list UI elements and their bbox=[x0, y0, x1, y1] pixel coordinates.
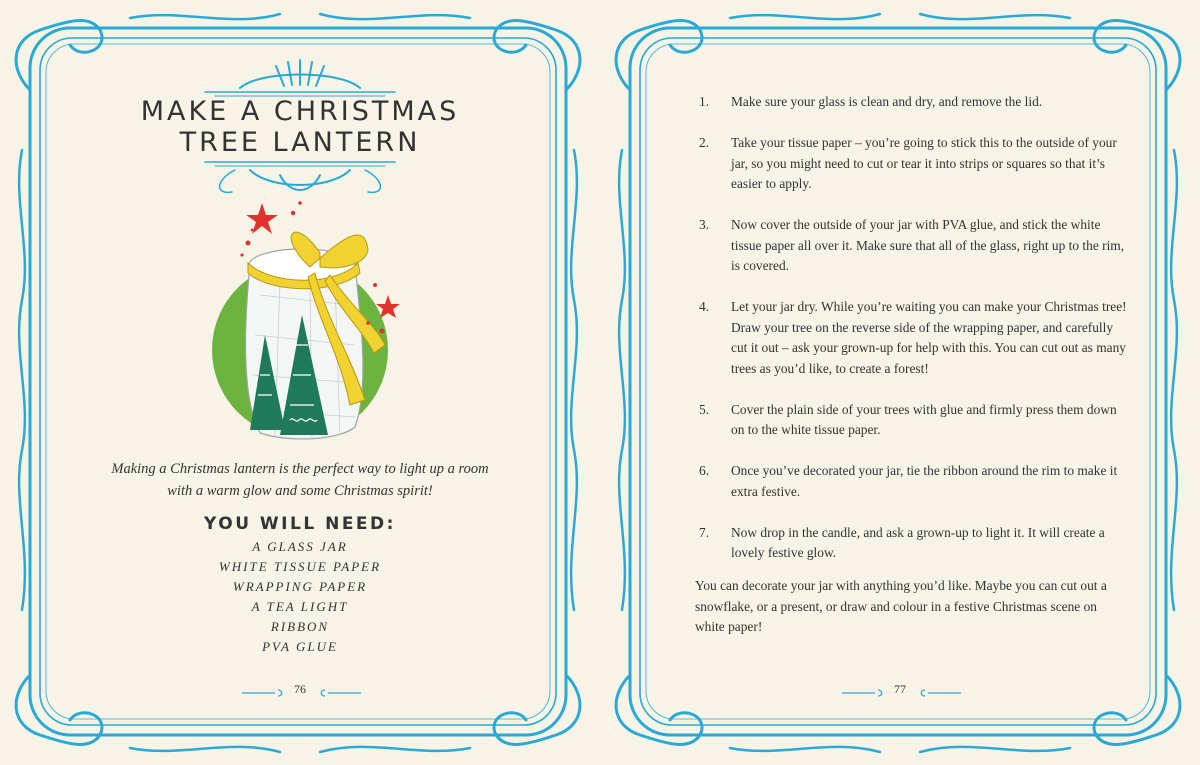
step-text: Now drop in the candle, and ask a grown-up to light it. It will create a lovely festive glow. bbox=[731, 524, 1105, 560]
page-number-ornament-right bbox=[918, 689, 963, 697]
page-number-text: 76 bbox=[294, 682, 306, 696]
step-number: 7. bbox=[699, 524, 710, 540]
instruction-steps bbox=[695, 92, 1127, 584]
list-item bbox=[695, 523, 1127, 564]
list-item bbox=[695, 215, 1127, 277]
needs-item: WHITE TISSUE PAPER bbox=[218, 559, 382, 574]
list-item bbox=[695, 461, 1127, 502]
step-text: Now cover the outside of your jar with PVA glue, and stick the white tissue paper all over it. Make sure that all of the glass, right up to the rim, is covered. bbox=[731, 217, 1125, 273]
step-number: 1. bbox=[699, 94, 710, 109]
needs-heading: YOU WILL NEED: bbox=[204, 514, 396, 534]
page-number-text: 77 bbox=[894, 682, 906, 696]
needs-item: RIBBON bbox=[270, 619, 330, 634]
title-line-1: MAKE A CHRISTMAS bbox=[140, 96, 460, 127]
step-text: Once you’ve decorated your jar, tie the ribbon around the rim to make it extra festive. bbox=[731, 463, 1118, 499]
needs-list bbox=[150, 537, 450, 657]
step-number: 2. bbox=[699, 135, 710, 150]
step-number: 6. bbox=[699, 463, 710, 478]
page-title bbox=[100, 96, 500, 158]
title-line-2: TREE LANTERN bbox=[179, 127, 421, 158]
step-number: 5. bbox=[699, 401, 710, 417]
page-number-ornament-right bbox=[318, 689, 363, 697]
needs-item: PVA GLUE bbox=[262, 639, 338, 654]
step-number: 3. bbox=[699, 217, 710, 232]
outro-text: You can decorate your jar with anything you’d like. Maybe you can cut out a snowflake, or a present, or draw and colour in a festive Christmas scene on white paper! bbox=[695, 578, 1107, 634]
list-item bbox=[695, 400, 1127, 441]
list-item bbox=[695, 297, 1127, 379]
step-text: Take your tissue paper – you’re going to stick this to the outside of your jar, so you might need to cut or tear it into strips or squares so that it’s easier to apply. bbox=[731, 135, 1117, 191]
right-page bbox=[600, 0, 1200, 765]
step-text: Let your jar dry. While you’re waiting you can make your Christmas tree! Draw your tree on the reverse side of the wrapping paper, and carefully cut it out – ask your grown-up for help with this. You can cut out as many trees as you’d like, to create a forest! bbox=[731, 299, 1127, 376]
step-text: Make sure your glass is clean and dry, and remove the lid. bbox=[731, 94, 1043, 109]
needs-item: A GLASS JAR bbox=[252, 539, 348, 554]
step-number: 4. bbox=[699, 299, 710, 314]
step-text: Cover the plain side of your trees with glue and firmly press them down on to the white tissue paper. bbox=[731, 401, 1117, 437]
needs-item: WRAPPING PAPER bbox=[232, 579, 368, 594]
christmas-lantern-jar-illustration bbox=[190, 195, 410, 445]
intro-text: Making a Christmas lantern is the perfect way to light up a room with a warm glow and some Christmas spirit! bbox=[111, 461, 489, 499]
list-item bbox=[695, 92, 1127, 113]
needs-item: A TEA LIGHT bbox=[251, 599, 349, 614]
list-item bbox=[695, 133, 1127, 195]
